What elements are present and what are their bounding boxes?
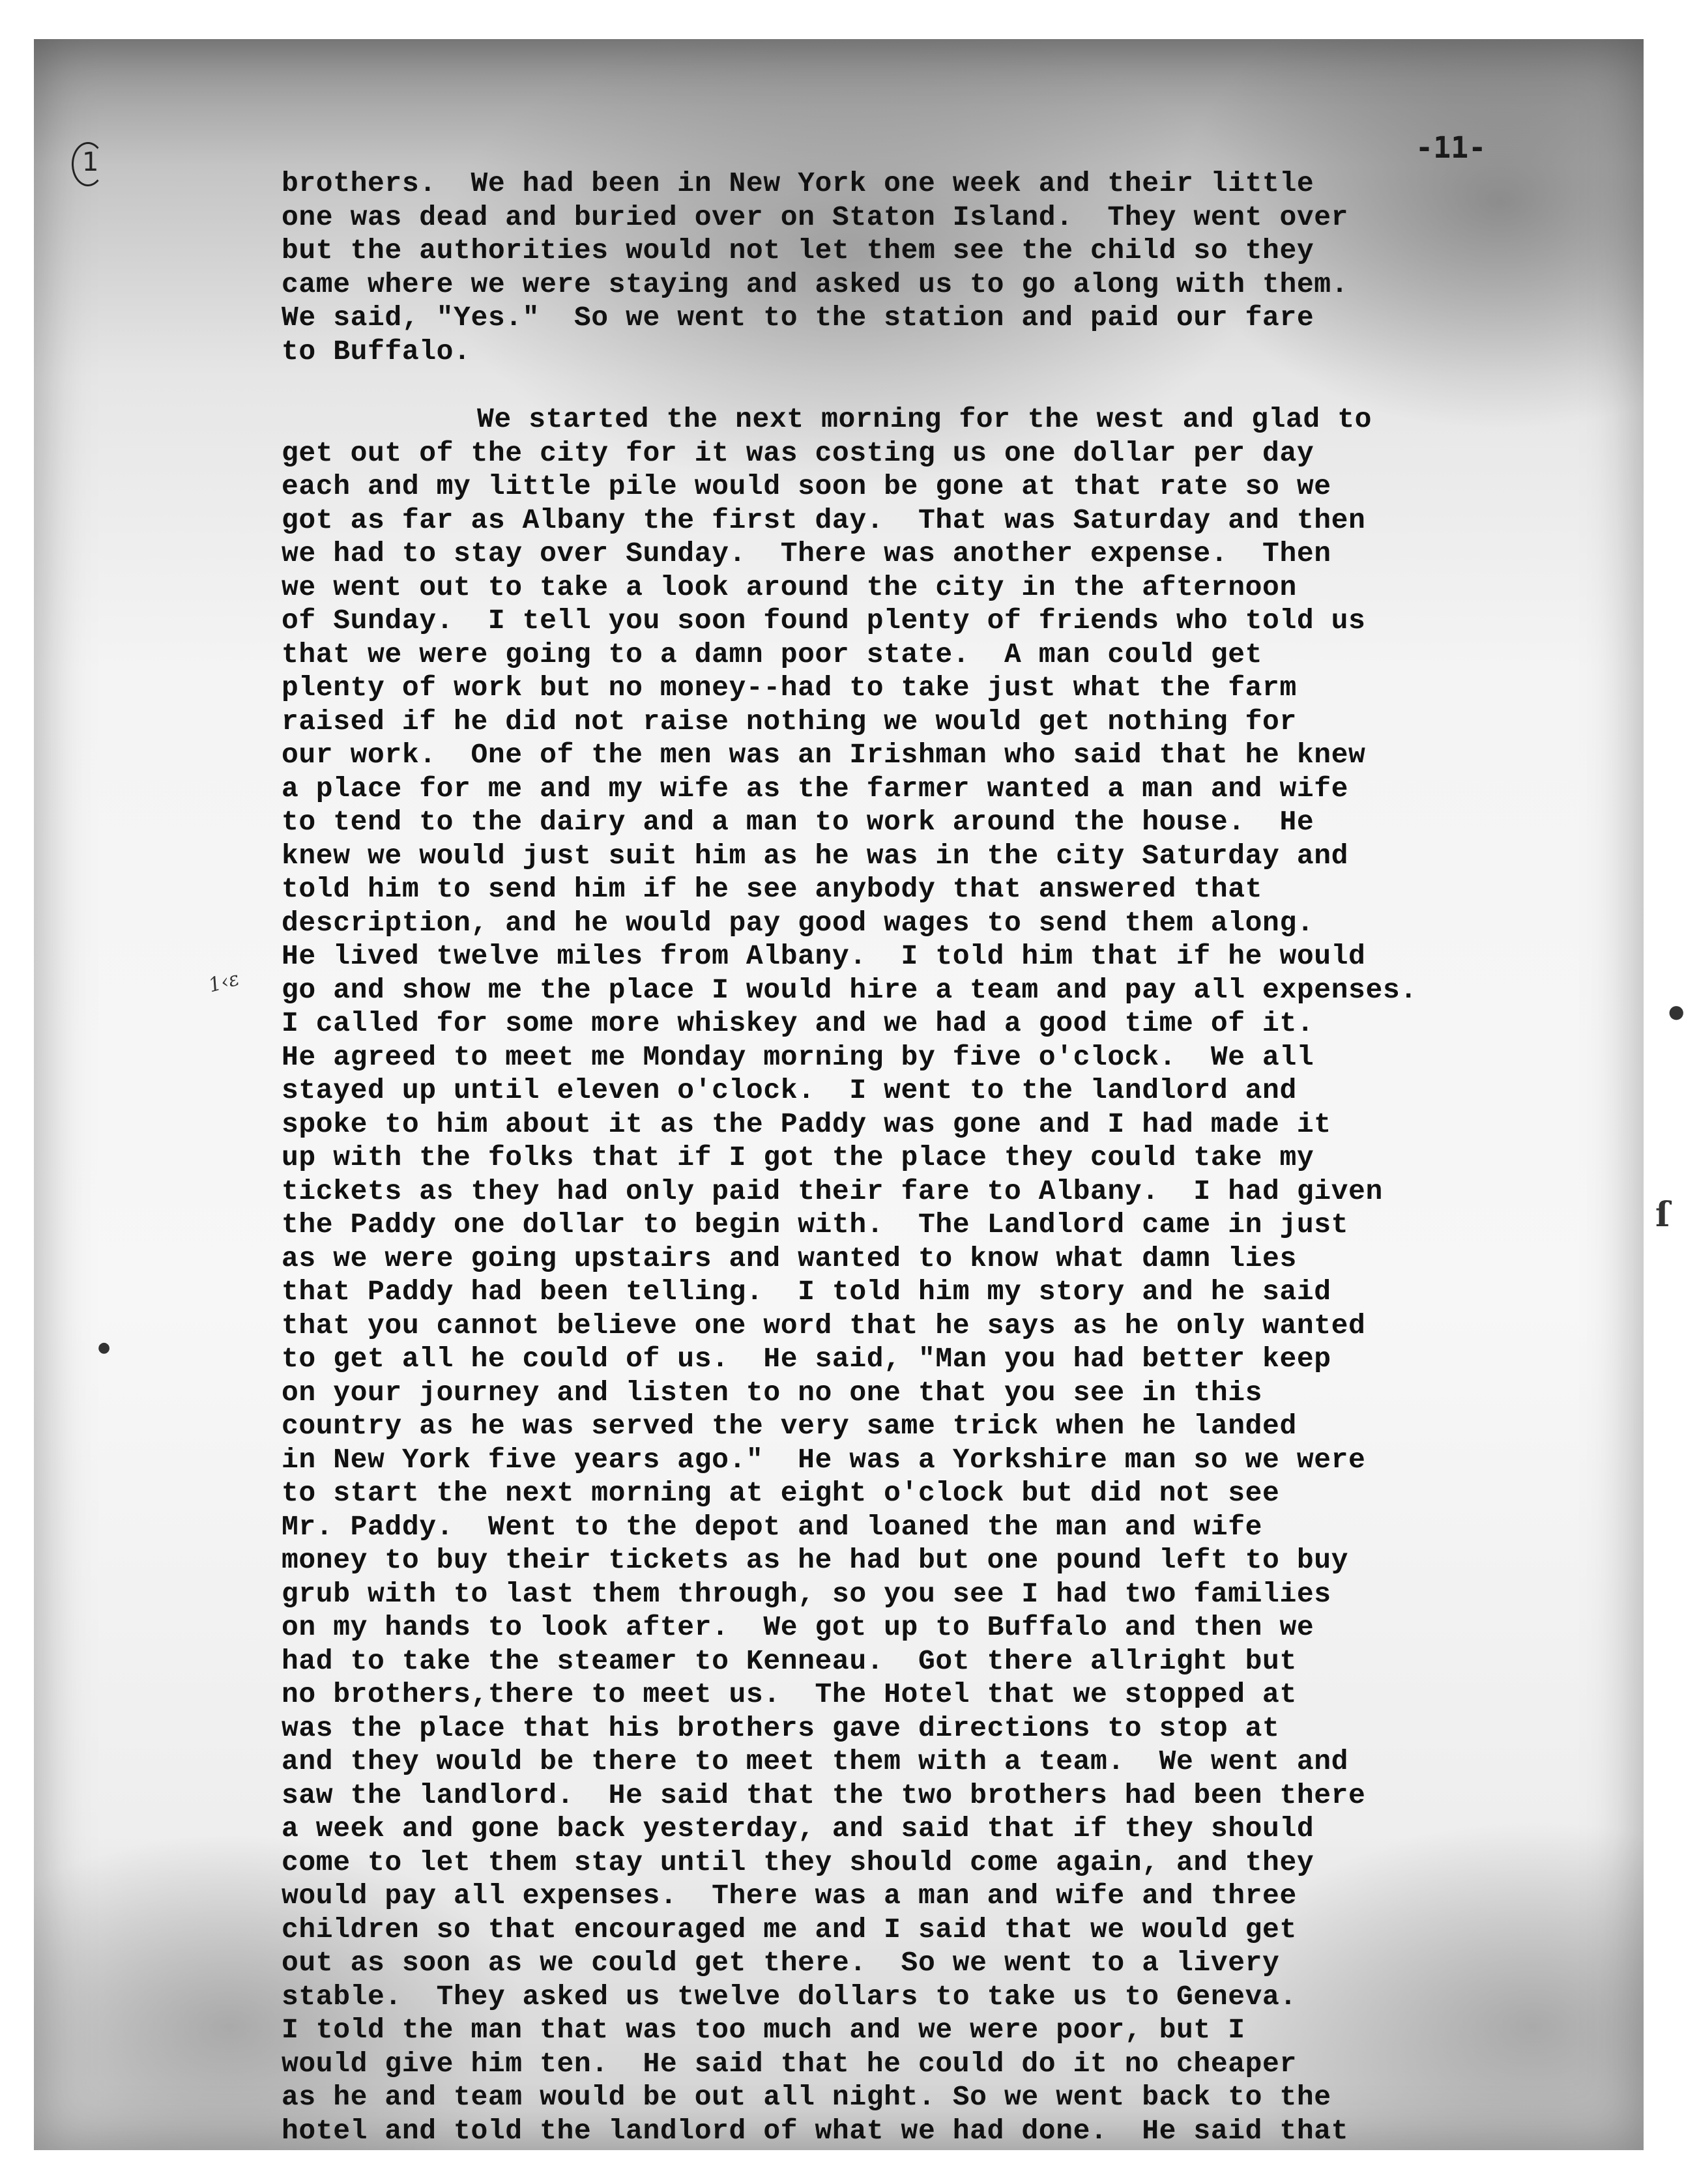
text-line: He agreed to meet me Monday morning by five o'clock. We all (282, 1041, 1314, 1073)
text-line: brothers. We had been in New York one week and their little (282, 167, 1314, 199)
text-line: raised if he did not raise nothing we would get nothing for (282, 705, 1297, 738)
text-line: came where we were staying and asked us to go along with them. (282, 268, 1349, 300)
text-line: one was dead and buried over on Staton Island. They went over (282, 201, 1349, 233)
text-line: go and show me the place I would hire a team and pay all expenses. (282, 973, 1417, 1006)
text-line: come to let them stay until they should come again, and they (282, 1846, 1314, 1878)
text-line: plenty of work but no money--had to take just what the farm (282, 672, 1297, 704)
text-line: told him to send him if he see anybody that answered that (282, 873, 1263, 905)
text-line: to Buffalo. (282, 335, 471, 367)
text-line: stable. They asked us twelve dollars to take us to Geneva. (282, 1980, 1297, 2013)
text-line: to start the next morning at eight o'clock but did not see (282, 1477, 1280, 1509)
text-line: no brothers,there to meet us. The Hotel that we stopped at (282, 1678, 1297, 1710)
margin-speck: ● (1668, 1001, 1684, 1022)
text-line: would pay all expenses. There was a man and wife and three (282, 1880, 1297, 1912)
text-line: and they would be there to meet them with a team. We went and (282, 1746, 1349, 1777)
text-line: Mr. Paddy. Went to the depot and loaned the man and wife (282, 1510, 1263, 1543)
text-line: we went out to take a look around the city in the afternoon (282, 571, 1297, 603)
margin-speck: ſ (1655, 1195, 1670, 1235)
margin-scribble: 1‹ɛ (206, 967, 242, 998)
text-line: would give him ten. He said that he could do it no cheaper (282, 2047, 1297, 2080)
margin-speck: ● (98, 1340, 111, 1356)
margin-notation: 1 (82, 147, 99, 177)
text-line: of Sunday. I tell you soon found plenty of friends who told us (282, 605, 1366, 637)
text-line: I told the man that was too much and we were poor, but I (282, 2014, 1245, 2046)
text-line: that you cannot believe one word that he says as he only wanted (282, 1309, 1366, 1342)
text-line: was the place that his brothers gave directions to stop at (282, 1712, 1280, 1744)
text-line: I called for some more whiskey and we had a good time of it. (282, 1007, 1314, 1039)
text-line: get out of the city for it was costing us one dollar per day (282, 437, 1314, 469)
text-line: spoke to him about it as the Paddy was gone and I had made it (282, 1108, 1331, 1140)
text-line: tickets as they had only paid their fare to Albany. I had given (282, 1175, 1383, 1207)
text-line: He lived twelve miles from Albany. I told him that if he would (282, 940, 1366, 972)
text-line: stayed up until eleven o'clock. I went to the landlord and (282, 1074, 1297, 1106)
text-line: in New York five years ago." He was a Yorkshire man so we were (282, 1443, 1366, 1476)
text-line: on my hands to look after. We got up to Buffalo and then we (282, 1611, 1314, 1643)
text-line: got as far as Albany the first day. That was Saturday and then (282, 504, 1366, 536)
text-line: We started the next morning for the west and glad to (477, 403, 1372, 435)
text-line: the Paddy one dollar to begin with. The Landlord came in just (282, 1209, 1349, 1241)
text-line: had to take the steamer to Kenneau. Got there allright but (282, 1645, 1297, 1677)
text-line: that Paddy had been telling. I told him my story and he said (282, 1276, 1331, 1308)
text-line: to tend to the dairy and a man to work around the house. He (282, 806, 1314, 838)
text-line: a week and gone back yesterday, and said that if they should (282, 1813, 1314, 1845)
text-line: up with the folks that if I got the place they could take my (282, 1142, 1314, 1173)
paragraph-2 (282, 403, 1417, 2148)
text-line: each and my little pile would soon be gone at that rate so we (282, 470, 1331, 502)
text-line: children so that encouraged me and I said that we would get (282, 1913, 1297, 1946)
text-line: description, and he would pay good wages to send them along. (282, 906, 1314, 939)
text-line: to get all he could of us. He said, "Man you had better keep (282, 1343, 1331, 1375)
text-line: a place for me and my wife as the farmer wanted a man and wife (282, 772, 1349, 805)
text-line: saw the landlord. He said that the two brothers had been there (282, 1779, 1366, 1811)
text-line: hotel and told the landlord of what we had done. He said that (282, 2114, 1349, 2147)
text-line: as he and team would be out all night. So we went back to the (282, 2081, 1331, 2113)
text-line: we had to stay over Sunday. There was another expense. Then (282, 538, 1331, 569)
text-line: out as soon as we could get there. So we went to a livery (282, 1947, 1280, 1979)
text-line: as we were going upstairs and wanted to know what damn lies (282, 1242, 1297, 1274)
text-line: but the authorities would not let them see the child so they (282, 235, 1314, 266)
text-line: our work. One of the men was an Irishman who said that he knew (282, 739, 1366, 771)
text-line: grub with to last them through, so you see I had two families (282, 1577, 1331, 1610)
text-line: country as he was served the very same trick when he landed (282, 1410, 1297, 1442)
text-line: We said, "Yes." So we went to the station and paid our fare (282, 302, 1314, 334)
text-line: knew we would just suit him as he was in the city Saturday and (282, 839, 1349, 872)
text-line: money to buy their tickets as he had but one pound left to buy (282, 1544, 1349, 1576)
text-line: on your journey and listen to no one that you see in this (282, 1376, 1263, 1409)
text-line: that we were going to a damn poor state. A man could get (282, 638, 1263, 670)
paragraph-1 (282, 167, 1348, 368)
page-number: -11- (1415, 130, 1487, 165)
document-page (34, 39, 1684, 2150)
